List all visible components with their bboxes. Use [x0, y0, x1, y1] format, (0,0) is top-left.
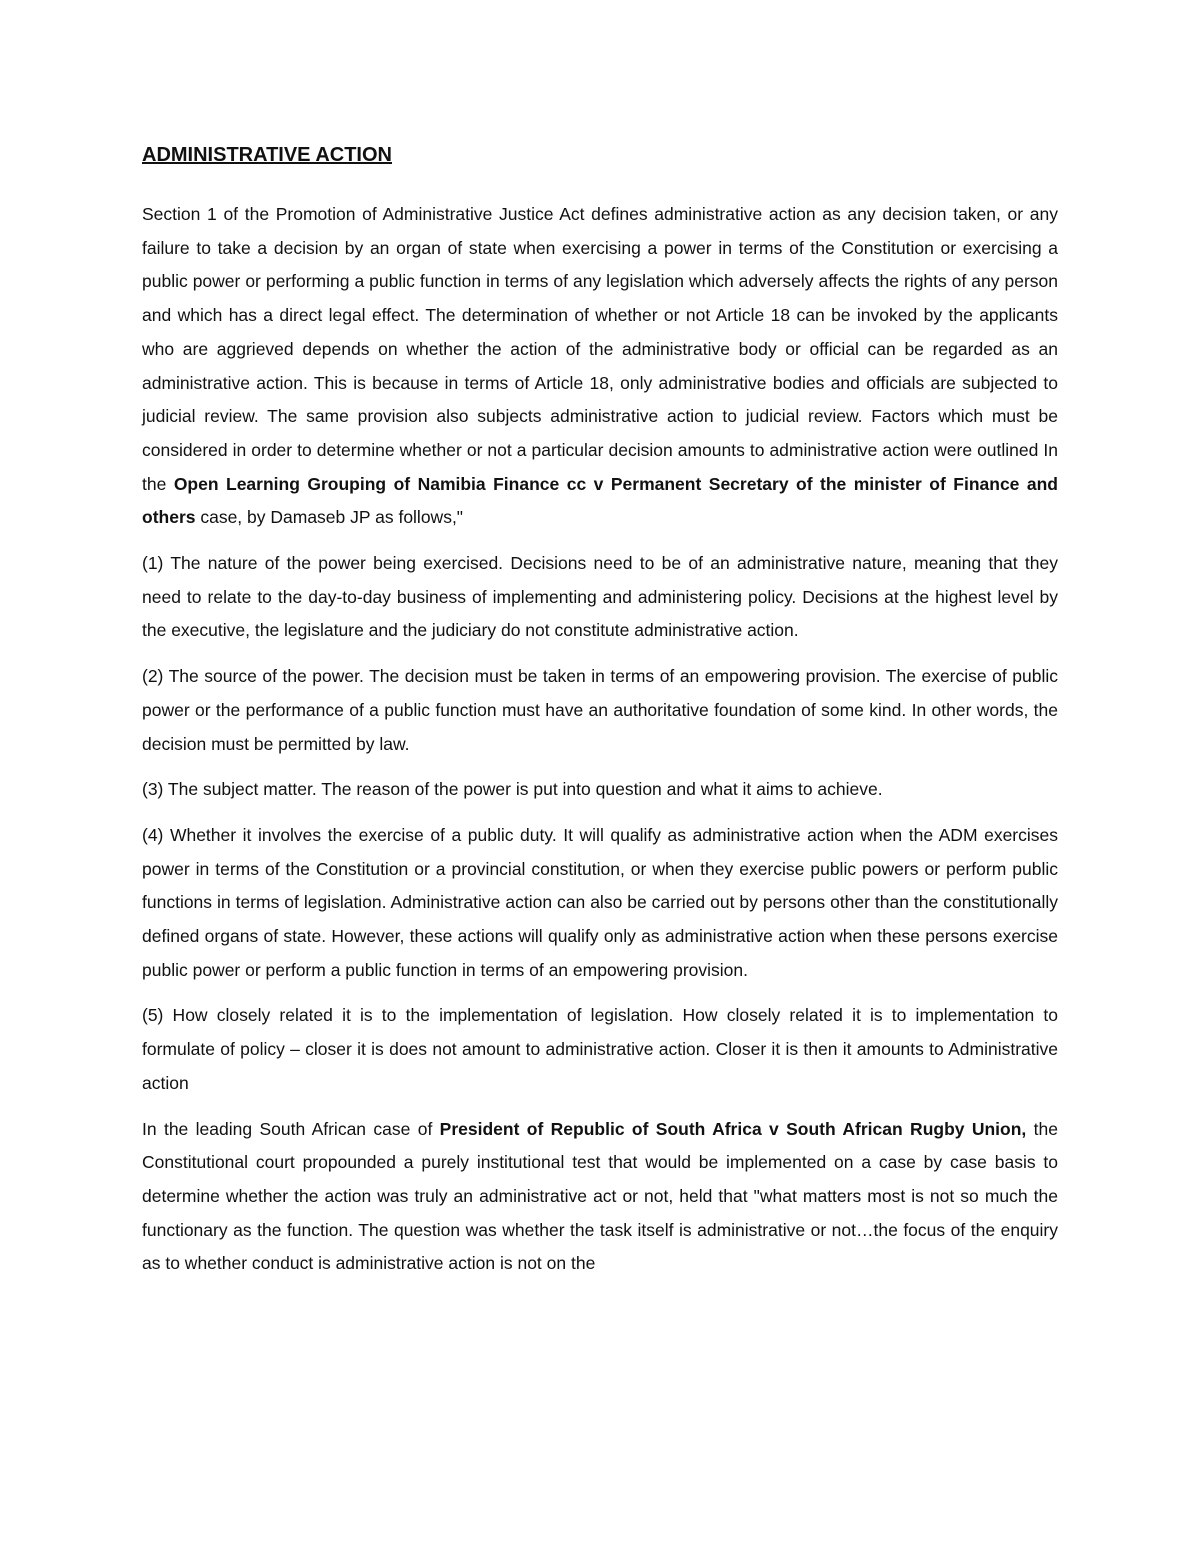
paragraph-text: In the leading South African case of	[142, 1118, 440, 1139]
paragraph-factor-3: (3) The subject matter. The reason of the power is put into question and what it aims to achieve.	[142, 779, 883, 800]
document-title: ADMINISTRATIVE ACTION	[142, 144, 392, 166]
case-name-open-learning: Open Learning Grouping of Namibia Finance cc v Permanent Secretary of the minister of Finance and others	[142, 473, 1058, 528]
paragraph-text: Section 1 of the Promotion of Administrative Justice Act defines administrative action as any decision taken, or any failure to take a decision by an organ of state when exercising a power in terms of the Constitution or exercising a public power or performing a public function in terms of any legislation which adversely affects the rights of any person and which has a direct legal effect. The determination of whether or not Article 18 can be invoked by the applicants who are aggrieved depends on whether the action of the administrative body or official can be regarded as an administrative action. This is because in terms of Article 18, only administrative bodies and officials are subjected to judicial review. The same provision also subjects administrative action to judicial review. Factors which must be considered in order to determine whether or not a particular decision amounts to administrative action were outlined In the	[142, 204, 1058, 494]
paragraph-sarfu-case	[142, 1113, 1058, 1282]
document-page	[142, 138, 1058, 1293]
case-name-sarfu: President of Republic of South Africa v South African Rugby Union,	[439, 1118, 1027, 1139]
paragraph-factor-5: (5) How closely related it is to the implementation of legislation. How closely related it is to implementation to formulate of policy – closer it is does not amount to administrative action. Closer it is then it amounts to Administrative action	[142, 1005, 1058, 1093]
paragraph-definition	[142, 198, 1058, 535]
paragraph-text: case, by Damaseb JP as follows,"	[195, 507, 464, 528]
paragraph-factor-1: (1) The nature of the power being exercised. Decisions need to be of an administrative nature, meaning that they need to relate to the day-to-day business of implementing and administering policy. Decisions at the highest level by the executive, the legislature and the judiciary do not constitute administrative action.	[142, 553, 1058, 641]
paragraph-factor-4: (4) Whether it involves the exercise of a public duty. It will qualify as administrative action when the ADM exercises power in terms of the Constitution or a provincial constitution, or when they exercise public powers or perform public functions in terms of legislation. Administrative action can also be carried out by persons other than the constitutionally defined organs of state. However, these actions will qualify only as administrative action when these persons exercise public power or perform a public function in terms of an empowering provision.	[142, 824, 1058, 980]
paragraph-factor-2: (2) The source of the power. The decision must be taken in terms of an empowering provision. The exercise of public power or the performance of a public function must have an authoritative foundation of some kind. In other words, the decision must be permitted by law.	[142, 666, 1058, 754]
paragraph-text: the Constitutional court propounded a purely institutional test that would be implemented on a case by case basis to determine whether the action was truly an administrative act or not, held that "what matters most is not so much the functionary as the function. The question was whether the task itself is administrative or not…the focus of the enquiry as to whether conduct is administrative action is not on the	[142, 1118, 1058, 1274]
